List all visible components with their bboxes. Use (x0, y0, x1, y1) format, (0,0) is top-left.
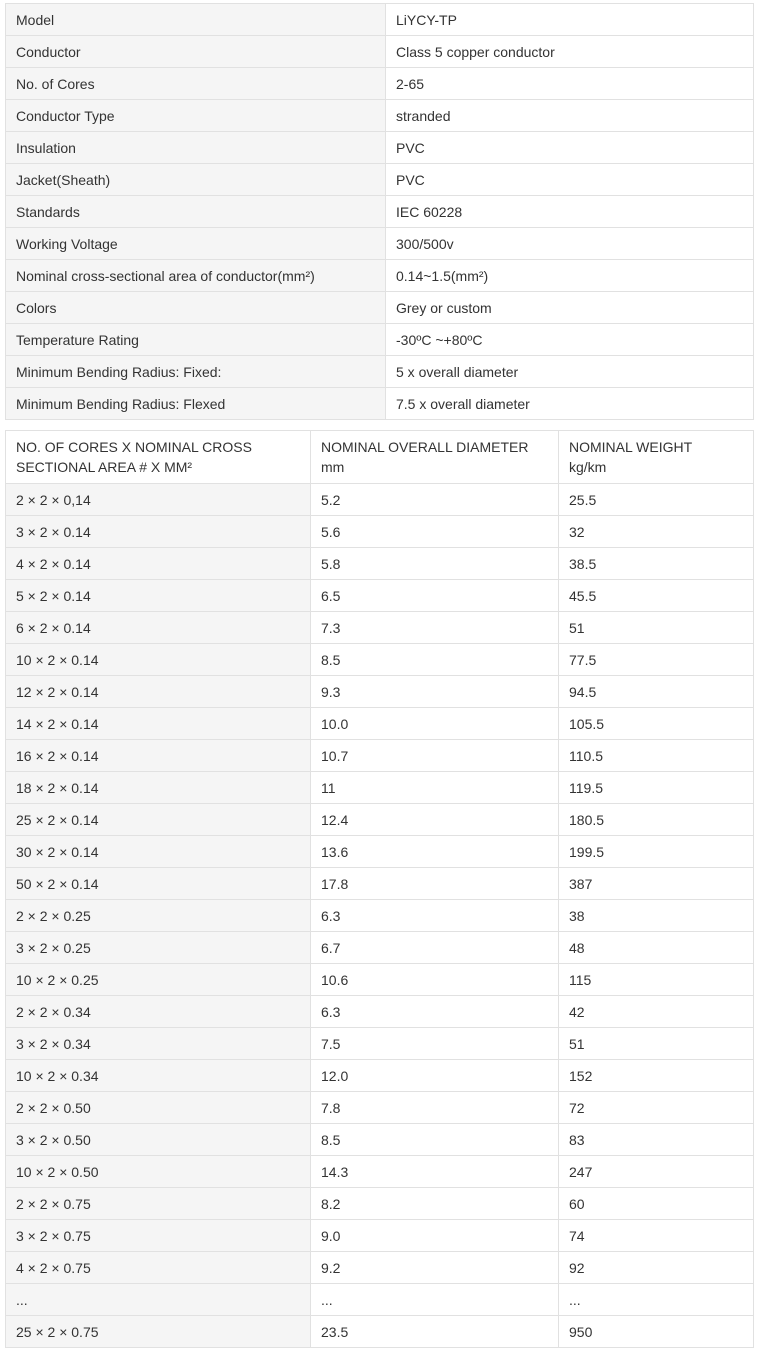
spec-row (6, 292, 754, 324)
cores-area-cell: 3 × 2 × 0.34 (6, 1028, 311, 1060)
nominal-weight-cell: ... (559, 1284, 754, 1316)
overall-diameter-cell: 10.6 (311, 964, 559, 996)
header-nominal-weight-title: NOMINAL WEIGHT (569, 439, 693, 455)
table-row (6, 580, 754, 612)
dimensions-table (5, 430, 754, 1348)
table-row (6, 964, 754, 996)
spec-value: Class 5 copper conductor (386, 36, 754, 68)
table-row (6, 708, 754, 740)
cores-area-cell: 2 × 2 × 0,14 (6, 484, 311, 516)
cores-area-cell: 2 × 2 × 0.25 (6, 900, 311, 932)
table-row (6, 548, 754, 580)
spec-label: Jacket(Sheath) (6, 164, 386, 196)
spec-table-body (6, 4, 754, 420)
overall-diameter-cell: 7.5 (311, 1028, 559, 1060)
table-row (6, 1060, 754, 1092)
table-row (6, 484, 754, 516)
spec-value: 7.5 x overall diameter (386, 388, 754, 420)
overall-diameter-cell: 7.8 (311, 1092, 559, 1124)
table-row (6, 932, 754, 964)
cores-area-cell: 50 × 2 × 0.14 (6, 868, 311, 900)
header-overall-diameter-unit: mm (321, 459, 345, 475)
spec-value: IEC 60228 (386, 196, 754, 228)
cores-area-cell: 5 × 2 × 0.14 (6, 580, 311, 612)
table-row (6, 1284, 754, 1316)
overall-diameter-cell: 6.7 (311, 932, 559, 964)
table-row (6, 612, 754, 644)
nominal-weight-cell: 32 (559, 516, 754, 548)
overall-diameter-cell: 13.6 (311, 836, 559, 868)
table-row (6, 1092, 754, 1124)
nominal-weight-cell: 92 (559, 1252, 754, 1284)
spec-value: stranded (386, 100, 754, 132)
spec-row (6, 260, 754, 292)
table-row (6, 644, 754, 676)
cores-area-cell: 10 × 2 × 0.50 (6, 1156, 311, 1188)
nominal-weight-cell: 105.5 (559, 708, 754, 740)
overall-diameter-cell: 8.5 (311, 644, 559, 676)
header-overall-diameter-title: NOMINAL OVERALL DIAMETER (321, 439, 529, 455)
spec-row (6, 228, 754, 260)
overall-diameter-cell: 5.2 (311, 484, 559, 516)
cores-area-cell: 25 × 2 × 0.75 (6, 1316, 311, 1348)
overall-diameter-cell: 8.2 (311, 1188, 559, 1220)
spec-label: Working Voltage (6, 228, 386, 260)
nominal-weight-cell: 38 (559, 900, 754, 932)
cores-area-cell: 6 × 2 × 0.14 (6, 612, 311, 644)
overall-diameter-cell: 23.5 (311, 1316, 559, 1348)
overall-diameter-cell: 9.0 (311, 1220, 559, 1252)
overall-diameter-cell: 7.3 (311, 612, 559, 644)
overall-diameter-cell: 12.0 (311, 1060, 559, 1092)
nominal-weight-cell: 180.5 (559, 804, 754, 836)
spec-value: Grey or custom (386, 292, 754, 324)
spec-label: Standards (6, 196, 386, 228)
spec-row (6, 68, 754, 100)
header-nominal-weight (559, 431, 754, 484)
spec-row (6, 356, 754, 388)
cores-area-cell: 10 × 2 × 0.34 (6, 1060, 311, 1092)
nominal-weight-cell: 48 (559, 932, 754, 964)
spec-value: -30ºC ~+80ºC (386, 324, 754, 356)
overall-diameter-cell: 8.5 (311, 1124, 559, 1156)
nominal-weight-cell: 25.5 (559, 484, 754, 516)
table-row (6, 740, 754, 772)
spec-table (5, 3, 754, 420)
nominal-weight-cell: 51 (559, 612, 754, 644)
spec-value: PVC (386, 164, 754, 196)
cores-area-cell: 2 × 2 × 0.50 (6, 1092, 311, 1124)
nominal-weight-cell: 51 (559, 1028, 754, 1060)
nominal-weight-cell: 199.5 (559, 836, 754, 868)
overall-diameter-cell: 6.3 (311, 900, 559, 932)
table-row (6, 676, 754, 708)
cores-area-cell: 18 × 2 × 0.14 (6, 772, 311, 804)
spec-row (6, 4, 754, 36)
dimensions-table-body (6, 484, 754, 1348)
spec-row (6, 388, 754, 420)
overall-diameter-cell: 5.6 (311, 516, 559, 548)
table-row (6, 836, 754, 868)
header-nominal-weight-unit: kg/km (569, 459, 607, 475)
cores-area-cell: 3 × 2 × 0.75 (6, 1220, 311, 1252)
overall-diameter-cell: 10.0 (311, 708, 559, 740)
spec-label: Minimum Bending Radius: Fixed: (6, 356, 386, 388)
cores-area-cell: 3 × 2 × 0.25 (6, 932, 311, 964)
table-row (6, 1156, 754, 1188)
spec-label: Model (6, 4, 386, 36)
header-overall-diameter (311, 431, 559, 484)
table-row (6, 1252, 754, 1284)
cores-area-cell: 3 × 2 × 0.14 (6, 516, 311, 548)
table-row (6, 804, 754, 836)
table-row (6, 996, 754, 1028)
overall-diameter-cell: 14.3 (311, 1156, 559, 1188)
spec-label: Temperature Rating (6, 324, 386, 356)
nominal-weight-cell: 38.5 (559, 548, 754, 580)
nominal-weight-cell: 72 (559, 1092, 754, 1124)
table-row (6, 868, 754, 900)
spec-row (6, 132, 754, 164)
spec-value: PVC (386, 132, 754, 164)
spec-value: 0.14~1.5(mm²) (386, 260, 754, 292)
spec-row (6, 100, 754, 132)
nominal-weight-cell: 74 (559, 1220, 754, 1252)
cores-area-cell: ... (6, 1284, 311, 1316)
spec-value: 2-65 (386, 68, 754, 100)
table-row (6, 1124, 754, 1156)
spec-value: 300/500v (386, 228, 754, 260)
cores-area-cell: 30 × 2 × 0.14 (6, 836, 311, 868)
overall-diameter-cell: 6.3 (311, 996, 559, 1028)
table-row (6, 1316, 754, 1348)
dimensions-table-header (6, 431, 754, 484)
spec-row (6, 164, 754, 196)
spec-label: Conductor (6, 36, 386, 68)
cores-area-cell: 16 × 2 × 0.14 (6, 740, 311, 772)
spec-label: Colors (6, 292, 386, 324)
nominal-weight-cell: 60 (559, 1188, 754, 1220)
header-cores-area-title: NO. OF CORES X NOMINAL CROSS SECTIONAL AREA # X MM² (16, 439, 252, 475)
table-row (6, 1220, 754, 1252)
overall-diameter-cell: 10.7 (311, 740, 559, 772)
spec-row (6, 196, 754, 228)
spec-value: LiYCY-TP (386, 4, 754, 36)
nominal-weight-cell: 77.5 (559, 644, 754, 676)
cores-area-cell: 3 × 2 × 0.50 (6, 1124, 311, 1156)
spec-value: 5 x overall diameter (386, 356, 754, 388)
table-row (6, 1188, 754, 1220)
spec-label: No. of Cores (6, 68, 386, 100)
cores-area-cell: 2 × 2 × 0.75 (6, 1188, 311, 1220)
table-row (6, 1028, 754, 1060)
nominal-weight-cell: 119.5 (559, 772, 754, 804)
table-row (6, 772, 754, 804)
nominal-weight-cell: 83 (559, 1124, 754, 1156)
table-row (6, 516, 754, 548)
spec-label: Nominal cross-sectional area of conductor(mm²) (6, 260, 386, 292)
nominal-weight-cell: 110.5 (559, 740, 754, 772)
overall-diameter-cell: 12.4 (311, 804, 559, 836)
cores-area-cell: 14 × 2 × 0.14 (6, 708, 311, 740)
nominal-weight-cell: 45.5 (559, 580, 754, 612)
overall-diameter-cell: ... (311, 1284, 559, 1316)
nominal-weight-cell: 42 (559, 996, 754, 1028)
overall-diameter-cell: 9.3 (311, 676, 559, 708)
spec-row (6, 324, 754, 356)
nominal-weight-cell: 94.5 (559, 676, 754, 708)
cores-area-cell: 10 × 2 × 0.25 (6, 964, 311, 996)
spec-label: Minimum Bending Radius: Flexed (6, 388, 386, 420)
nominal-weight-cell: 115 (559, 964, 754, 996)
cores-area-cell: 4 × 2 × 0.75 (6, 1252, 311, 1284)
overall-diameter-cell: 5.8 (311, 548, 559, 580)
nominal-weight-cell: 152 (559, 1060, 754, 1092)
spec-label: Conductor Type (6, 100, 386, 132)
nominal-weight-cell: 387 (559, 868, 754, 900)
cores-area-cell: 10 × 2 × 0.14 (6, 644, 311, 676)
overall-diameter-cell: 6.5 (311, 580, 559, 612)
spec-row (6, 36, 754, 68)
cores-area-cell: 4 × 2 × 0.14 (6, 548, 311, 580)
spec-label: Insulation (6, 132, 386, 164)
cores-area-cell: 2 × 2 × 0.34 (6, 996, 311, 1028)
header-row (6, 431, 754, 484)
overall-diameter-cell: 11 (311, 772, 559, 804)
overall-diameter-cell: 9.2 (311, 1252, 559, 1284)
header-cores-area (6, 431, 311, 484)
nominal-weight-cell: 950 (559, 1316, 754, 1348)
cores-area-cell: 25 × 2 × 0.14 (6, 804, 311, 836)
overall-diameter-cell: 17.8 (311, 868, 559, 900)
nominal-weight-cell: 247 (559, 1156, 754, 1188)
cores-area-cell: 12 × 2 × 0.14 (6, 676, 311, 708)
table-row (6, 900, 754, 932)
